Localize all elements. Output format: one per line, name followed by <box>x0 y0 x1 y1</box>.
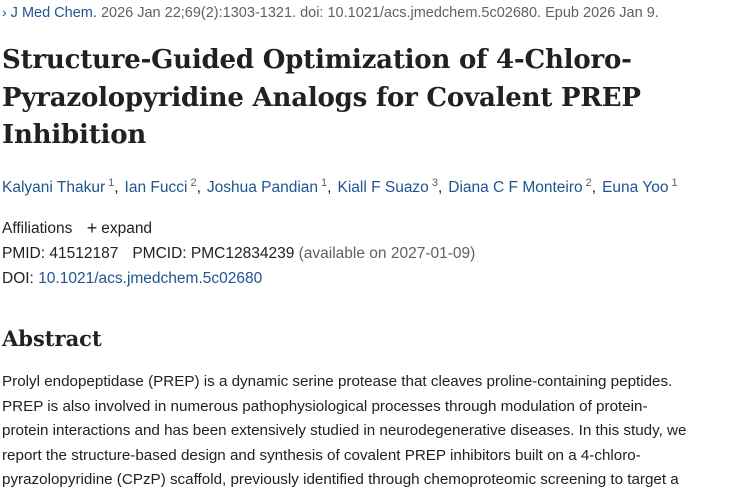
affiliation-number[interactable]: 3 <box>431 177 438 189</box>
affiliations-row <box>2 217 152 238</box>
identifiers-row <box>2 245 475 263</box>
abstract-line: protein interactions and has been extensively studied in neurodegenerative diseases. In this study, we <box>2 422 687 439</box>
author-link[interactable]: Euna Yoo <box>602 179 669 197</box>
abstract-line: PREP is also involved in numerous pathophysiological processes through modulation of protein- <box>2 397 648 415</box>
abstract-text <box>2 370 750 493</box>
author-list <box>2 177 678 197</box>
affiliation-number[interactable]: 2 <box>585 177 592 189</box>
author-link[interactable]: Kalyani Thakur <box>2 179 106 197</box>
abstract-line: Prolyl endopeptidase (PREP) is a dynamic serine protease that cleaves proline-containing peptides. <box>2 373 673 390</box>
author-link[interactable]: Diana C F Monteiro <box>448 179 583 197</box>
affiliation-number[interactable]: 1 <box>108 177 115 189</box>
article-title-line: Pyrazolopyridine Analogs for Covalent PREP <box>2 82 641 113</box>
abstract-line: report the structure-based design and synthesis of covalent PREP inhibitors built on a 4-chloro- <box>2 446 641 464</box>
article-title <box>2 42 742 155</box>
abstract-heading: Abstract <box>2 326 102 351</box>
affiliation-number[interactable]: 1 <box>671 177 678 189</box>
affiliations-label: Affiliations <box>2 220 73 237</box>
citation-line <box>2 4 659 21</box>
pmcid-label: PMCID: <box>132 245 187 262</box>
affiliation-number[interactable]: 2 <box>190 177 197 189</box>
affiliation-number[interactable]: 1 <box>321 177 328 189</box>
doi-label: DOI: <box>2 270 34 287</box>
abstract-line: pyrazolopyridine (CPzP) scaffold, previously identified through chemoproteomic screening to target a <box>2 471 679 488</box>
pmcid-availability-note: (available on 2027-01-09) <box>298 245 476 262</box>
journal-link[interactable]: J Med Chem. <box>10 5 97 21</box>
chevron-right-icon[interactable]: › <box>2 4 7 20</box>
citation-details: 2026 Jan 22;69(2):1303-1321. doi: 10.1021/acs.jmedchem.5c02680. Epub 2026 Jan 9. <box>100 5 659 21</box>
author-link[interactable]: Joshua Pandian <box>206 179 319 197</box>
doi-row <box>2 270 262 288</box>
author-separator: , <box>114 179 119 197</box>
pmcid-value: PMC12834239 <box>190 245 295 262</box>
pmid-label: PMID: <box>2 245 46 262</box>
affiliations-expand-button[interactable] <box>87 220 152 237</box>
author-separator: , <box>591 179 597 197</box>
author-separator: , <box>196 179 201 197</box>
author-separator: , <box>327 179 332 197</box>
author-link[interactable]: Kiall F Suazo <box>337 179 429 197</box>
doi-link[interactable]: 10.1021/acs.jmedchem.5c02680 <box>38 270 263 287</box>
article-title-line: Inhibition <box>2 120 147 150</box>
expand-label: expand <box>101 220 153 237</box>
author-link[interactable]: Ian Fucci <box>124 179 188 197</box>
pmid-value: 41512187 <box>49 245 119 262</box>
plus-icon: + <box>86 218 98 238</box>
author-separator: , <box>437 179 443 197</box>
article-title-line: Structure-Guided Optimization of 4-Chloro- <box>2 45 632 75</box>
